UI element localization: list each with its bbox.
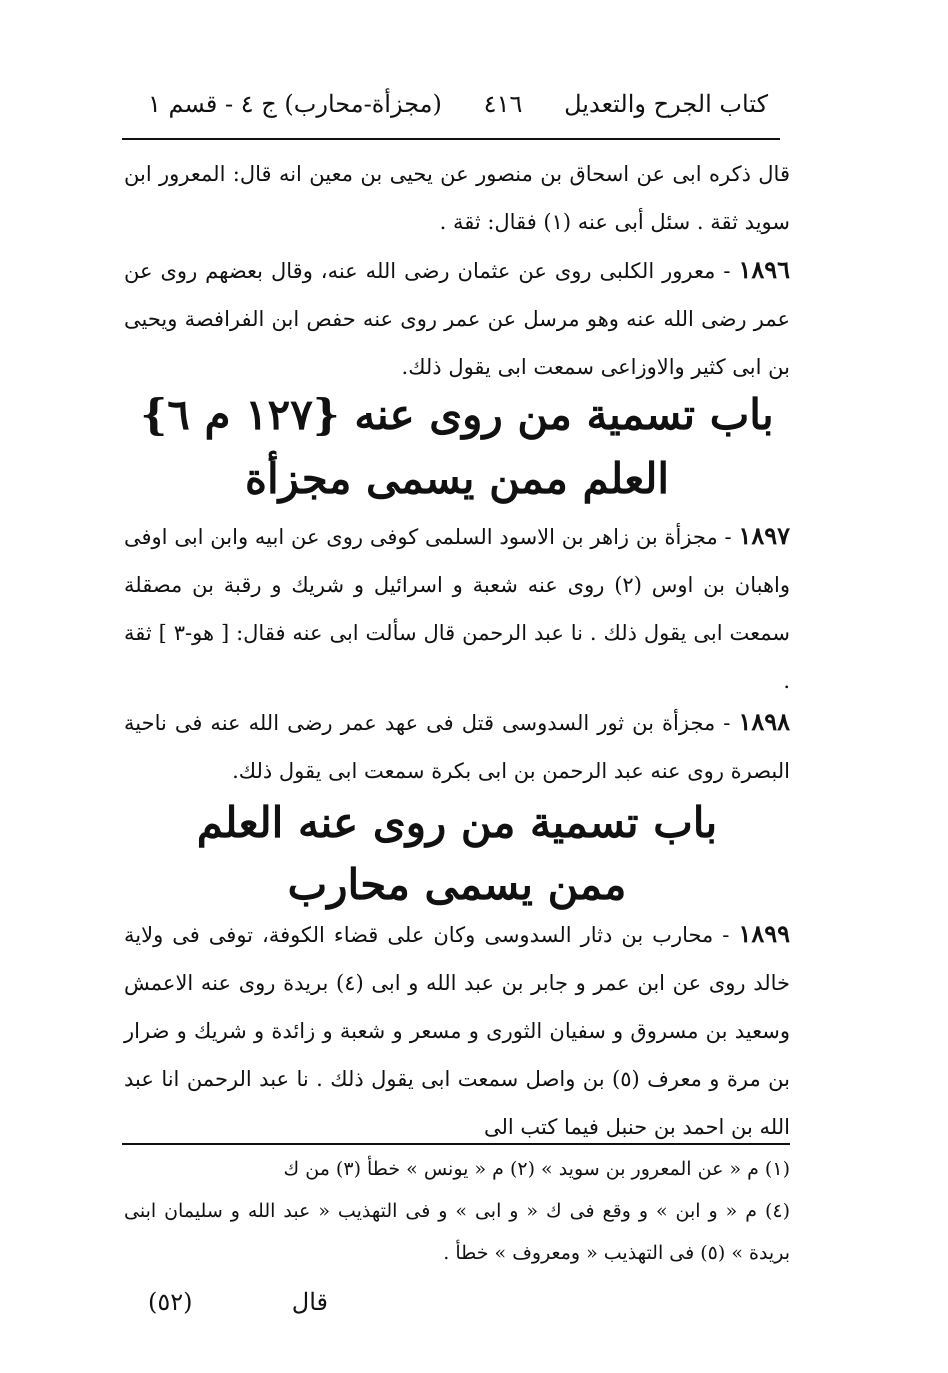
chapter-heading-1-line-2: العلم ممن يسمى مجزأة	[244, 454, 670, 503]
page-footer	[148, 1288, 328, 1332]
entry-number: ١٨٩٨	[738, 707, 790, 736]
entry-number: ١٨٩٧	[738, 521, 790, 550]
chapter-heading-2-line-1: باب تسمية من روى عنه العلم	[196, 798, 718, 847]
footnote-rule	[122, 1143, 790, 1145]
entry-text: - مجزأة بن ثور السدوسى قتل فى عهد عمر رضى الله عنه فى ناحية البصرة روى عنه عبد الرحمن بن ابى بكرة سمعت ابى يقول ذلك.	[124, 711, 790, 783]
entry-1897	[124, 512, 790, 705]
footnote-line: (٤) م « و ابن » و وقع فى ك « و ابى » و فى التهذيب « عبد الله و سليمان ابنى بريدة » (٥) فى التهذيب « ومعروف » خطأ .	[124, 1200, 790, 1264]
header-rule	[122, 138, 780, 140]
entry-1896	[124, 246, 790, 391]
running-header	[148, 84, 768, 124]
page-number: ٤١٦	[483, 90, 523, 118]
footnotes	[124, 1148, 790, 1274]
entry-text: - معرور الكلبى روى عن عثمان رضى الله عنه، وقال بعضهم روى عن عمر رضى الله عنه وهو مرسل عن عمر روى عنه حفص ابن الفرافصة ويحيى بن ابى كثير والاوزاعى سمعت ابى يقول ذلك.	[124, 259, 790, 379]
running-title: كتاب الجرح والتعديل	[564, 90, 768, 118]
entry-number: ١٨٩٦	[738, 255, 790, 284]
continuation-paragraph: قال ذكره ابى عن اسحاق بن منصور عن يحيى بن معين انه قال: المعرور ابن سويد ثقة . سئل أبى عنه (١) فقال: ثقة .	[124, 162, 790, 234]
entry-number: ١٨٩٩	[738, 919, 790, 948]
entry-1898	[124, 698, 790, 795]
signature-mark: (٥٢)	[148, 1288, 193, 1316]
section-label: (مجزأة-محارب) ج ٤ - قسم ١	[148, 90, 442, 118]
entry-text: - مجزأة بن زاهر بن الاسود السلمى كوفى روى عن ابيه وابن ابى اوفى واهبان بن اوس (٢) روى عنه شعبة و اسرائيل و شريك و رقبة بن مصقلة سمعت ابى يقول ذلك . نا عبد الرحمن قال سألت ابى عنه فقال: [ هو-٣ ] ثقة .	[124, 525, 790, 693]
footnote-line: (١) م « عن المعرور بن سويد » (٢) م « يونس » خطأ (٣) من ك	[283, 1158, 790, 1180]
catchword: قال	[291, 1288, 328, 1316]
entry-1899	[124, 910, 790, 1151]
chapter-heading-2-line-2: ممن يسمى محارب	[287, 860, 627, 909]
chapter-heading-1-line-1: باب تسمية من روى عنه {١٢٧ م ٦}	[140, 390, 774, 439]
entry-text: - محارب بن دثار السدوسى وكان على قضاء الكوفة، توفى فى ولاية خالد روى عن ابن عمر و جابر بن عبد الله و ابى (٤) بريدة روى عنه الاعمش وسعيد بن مسروق و سفيان الثورى و مسعر و شعبة و زائدة و شريك و ضرار بن مرة و معرف (٥) بن واصل سمعت ابى يقول ذلك . نا عبد الرحمن انا عبد الله بن احمد بن حنبل فيما كتب الى	[124, 923, 791, 1139]
